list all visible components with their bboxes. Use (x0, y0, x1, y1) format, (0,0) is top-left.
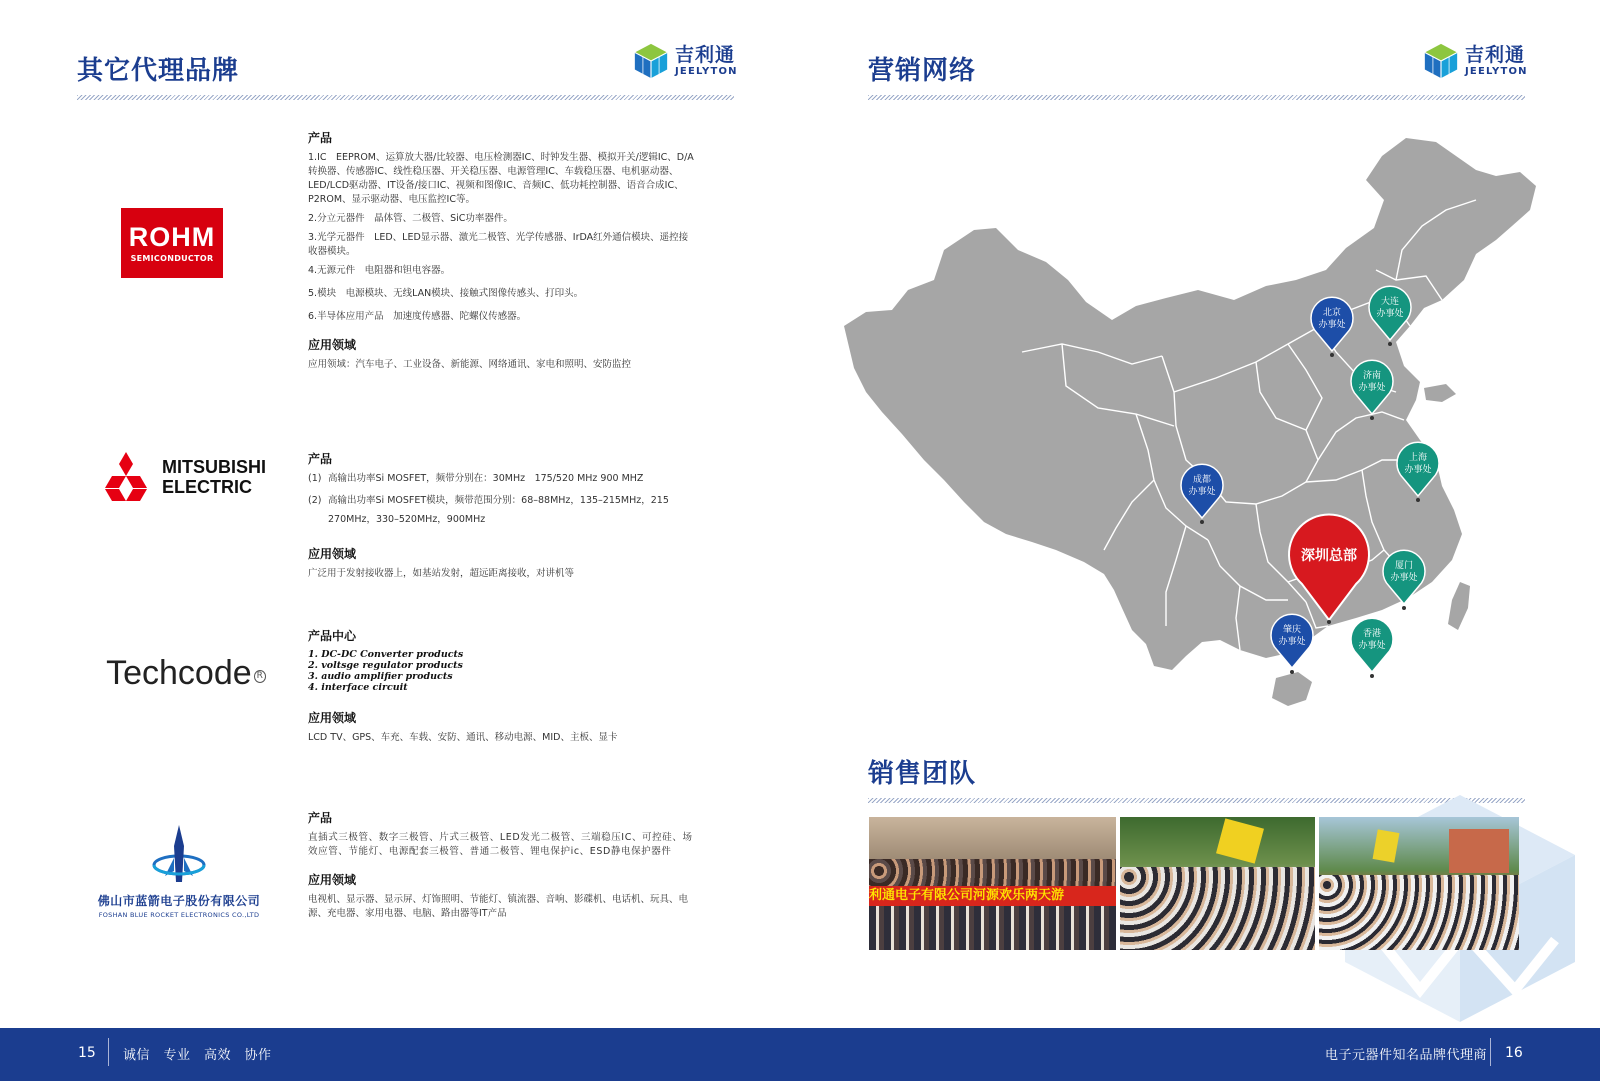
office-city: 北京 (1322, 308, 1341, 318)
product-line: 3. audio amplifier products (308, 671, 453, 682)
product-heading: 产品中心 (308, 629, 357, 643)
product-line: 5.模块 电源模块、无线LAN模块、接触式图像传感头、打印头。 (308, 288, 584, 299)
mitsubishi-logo-line1: MITSUBISHI (161, 457, 266, 477)
rohm-info (308, 131, 694, 377)
product-line: 2. voltsge regulator products (308, 660, 463, 671)
product-line: 4.无源元件 电阻器和钽电容器。 (308, 265, 451, 276)
application-text: LCD TV、GPS、车充、车载、安防、通讯、移动电源、MID、主板、显卡 (308, 732, 618, 743)
office-suffix: 办事处 (1390, 573, 1418, 583)
blue-rocket-cn-name: 佛山市蓝箭电子股份有限公司 (97, 893, 261, 908)
taiwan-island-shape (1448, 582, 1470, 630)
mitsubishi-logo (92, 449, 272, 505)
office-city: 香港 (1362, 629, 1381, 639)
rohm-logo-sub: SEMICONDUCTOR (130, 253, 214, 263)
mitsubishi-info (308, 452, 694, 586)
office-pin-beijing[interactable] (1308, 295, 1356, 361)
product-heading: 产品 (308, 131, 333, 145)
office-city: 济南 (1362, 371, 1381, 381)
application-heading: 应用领域 (308, 711, 357, 725)
logo-cn-text: 吉利通 (675, 43, 736, 66)
product-heading: 产品 (308, 452, 333, 466)
blue-rocket-info (308, 811, 694, 926)
hq-pin-icon (1284, 512, 1374, 624)
office-city: 厦门 (1394, 561, 1413, 571)
rohm-logo (120, 207, 224, 279)
mitsubishi-diamonds-icon (98, 451, 154, 503)
application-text: 广泛用于发射接收器上，如基站发射，超远距离接收，对讲机等 (308, 568, 575, 579)
rocket-icon (151, 824, 207, 886)
page-title-marketing-network: 营销网络 (868, 56, 977, 86)
office-city: 上海 (1408, 453, 1427, 463)
logo-en-text: JEELYTON (675, 65, 738, 77)
page-title-other-brands: 其它代理品牌 (77, 56, 240, 86)
office-city: 肇庆 (1282, 625, 1301, 635)
jeelyton-cube-icon (632, 42, 670, 80)
office-suffix: 办事处 (1318, 320, 1346, 330)
mitsubishi-logo-line2: ELECTRIC (161, 477, 252, 497)
footer-bar (0, 1028, 1600, 1081)
product-line: 6.半导体应用产品 加速度传感器、陀螺仪传感器。 (308, 311, 527, 322)
product-num: (1) (308, 473, 322, 484)
product-line: 3.光学元器件 LED、LED显示器、激光二极管、光学传感器、IrDA红外通信模块、遥控接收器模块。 (308, 232, 689, 257)
china-mainland-shape (844, 138, 1536, 670)
office-pin-dalian[interactable] (1366, 284, 1414, 350)
techcode-logo-name: Techcode (106, 653, 252, 692)
office-suffix: 办事处 (1358, 641, 1386, 651)
shandong-shape (1424, 384, 1456, 402)
application-heading: 应用领域 (308, 873, 357, 887)
application-text: 应用领域：汽车电子、工业设备、新能源、网络通讯、家电和照明、安防监控 (308, 359, 632, 370)
team-photo-2 (1120, 817, 1315, 950)
jeelyton-cube-icon (1422, 42, 1460, 80)
page-number-left: 15 (78, 1045, 96, 1061)
office-suffix: 办事处 (1188, 487, 1216, 497)
rohm-logo-name: ROHM (128, 221, 216, 252)
application-heading: 应用领域 (308, 547, 357, 561)
hq-label: 深圳总部 (1301, 548, 1357, 564)
hq-pin[interactable] (1284, 512, 1374, 624)
page-number-right: 16 (1505, 1045, 1523, 1061)
office-city: 大连 (1380, 297, 1399, 307)
techcode-info (308, 629, 694, 750)
footer-slogan-right: 电子元器件知名品牌代理商 (1325, 1048, 1488, 1063)
office-suffix: 办事处 (1376, 309, 1404, 319)
application-text: 电视机、显示器、显示屏、灯饰照明、节能灯、镇流器、音响、影碟机、电话机、玩具、电源、充电器、家用电器、电脑、路由器等IT产品 (308, 894, 689, 919)
team-banner: 利通电子有限公司河源欢乐两天游 (869, 886, 1116, 906)
product-line: 2.分立元器件 晶体管、二极管、SiC功率器件。 (308, 213, 513, 224)
office-pin-jinan[interactable] (1348, 358, 1396, 424)
blue-rocket-logo (86, 820, 272, 922)
product-line: 1.IC EEPROM、运算放大器/比较器、电压检测器IC、时钟发生器、模拟开关/逻辑IC、D/A转换器、传感器IC、线性稳压器、开关稳压器、电源管理IC、车载稳压器、电机驱动器、LED/LCD驱动器、IT设备/接口IC、视频和图像IC、音频IC、低功耗控制器、语音合成IC、P2ROM、显示驱动器、电压监控IC等。 (308, 152, 694, 205)
jeelyton-logo (1422, 42, 1528, 80)
office-suffix: 办事处 (1358, 383, 1386, 393)
office-pin-chengdu[interactable] (1178, 462, 1226, 528)
product-line: 高输出功率Si MOSFET模块，频带范围分别：68–88MHz，135–215MHz，215 270MHz，330–520MHz，900MHz (328, 495, 669, 525)
product-line: 直插式三极管、数字三极管、片式三极管、LED发光二极管、三端稳压IC、可控硅、场效应管、节能灯、电源配套三极管、普通二极管、锂电保护ic、ESD静电保护器件 (308, 832, 693, 857)
product-line: 1. DC-DC Converter products (308, 649, 464, 660)
left-page (0, 0, 800, 1028)
team-photo-1 (869, 817, 1116, 950)
office-city: 成都 (1192, 475, 1211, 485)
product-heading: 产品 (308, 811, 333, 825)
jeelyton-logo (632, 42, 738, 80)
office-suffix: 办事处 (1278, 637, 1306, 647)
footer-separator (108, 1038, 109, 1066)
registered-mark: R (254, 670, 266, 683)
footer-slogan-left: 诚信 专业 高效 协作 (123, 1048, 272, 1063)
application-heading: 应用领域 (308, 338, 357, 352)
product-line: 4. interface circuit (308, 682, 408, 693)
logo-cn-text: 吉利通 (1465, 43, 1526, 66)
title-divider (77, 95, 734, 100)
section-title-sales-team: 销售团队 (868, 759, 977, 789)
blue-rocket-en-name: FOSHAN BLUE ROCKET ELECTRONICS CO.,LTD (98, 910, 260, 919)
office-pin-zhaoqing[interactable] (1268, 612, 1316, 678)
office-suffix: 办事处 (1404, 465, 1432, 475)
office-pin-shanghai[interactable] (1394, 440, 1442, 506)
office-pin-xiamen[interactable] (1380, 548, 1428, 614)
product-num: (2) (308, 495, 322, 506)
product-line: 高输出功率Si MOSFET，频带分别在：30MHz 175/520 MHz 900 MHZ (328, 473, 644, 484)
office-pin-hongkong[interactable] (1348, 616, 1396, 682)
sales-team-photos (869, 817, 1523, 950)
china-map (836, 130, 1556, 730)
team-photo-3 (1319, 817, 1519, 950)
right-page (800, 0, 1600, 1028)
title-divider (868, 95, 1525, 100)
footer-separator (1490, 1038, 1491, 1066)
logo-en-text: JEELYTON (1465, 65, 1528, 77)
techcode-logo (106, 650, 266, 696)
